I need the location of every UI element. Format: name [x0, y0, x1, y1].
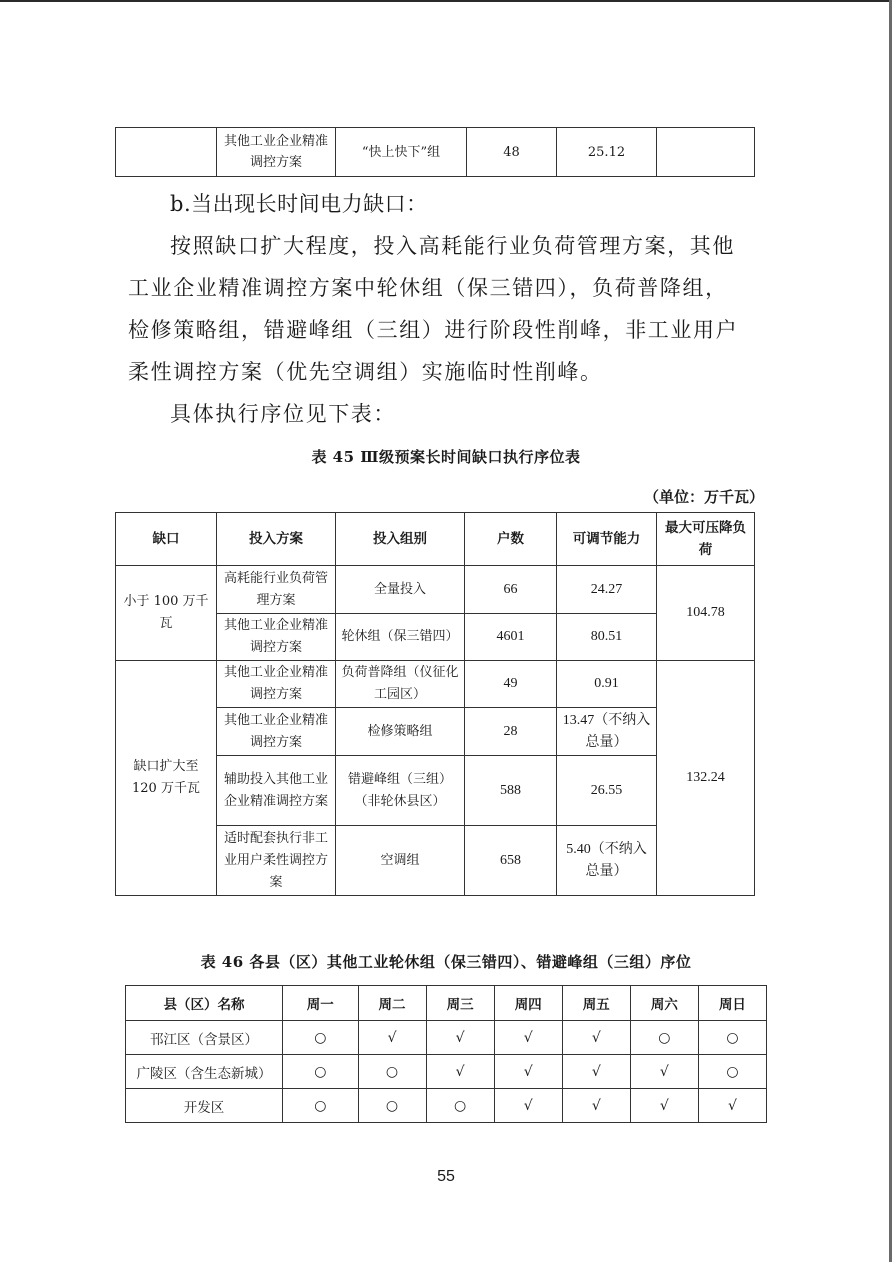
column-header: 最大可压降负荷	[657, 513, 755, 566]
unit-label: （单位：万千瓦）	[643, 488, 764, 506]
households-cell: 66	[465, 566, 557, 614]
column-header: 周一	[283, 986, 358, 1021]
gap-cell: 小于 100 万千瓦	[116, 566, 217, 661]
table45	[115, 512, 755, 896]
schedule-mark: ○	[698, 1021, 766, 1055]
schedule-mark: ○	[698, 1055, 766, 1089]
schedule-mark: √	[494, 1089, 562, 1123]
capacity-cell: 13.47（不纳入总量）	[557, 708, 657, 756]
column-header: 投入方案	[217, 513, 336, 566]
column-header: 县（区）名称	[126, 986, 283, 1021]
max-load-cell: 104.78	[657, 566, 755, 661]
schedule-mark: ○	[426, 1089, 494, 1123]
paragraph-line: 柔性调控方案（优先空调组）实施临时性削峰。	[128, 360, 603, 384]
group-cell: 轮休组（保三错四）	[336, 614, 465, 661]
table-cell	[657, 128, 755, 177]
column-header: 缺口	[116, 513, 217, 566]
table-row	[126, 1055, 767, 1089]
plan-cell: 高耗能行业负荷管理方案	[217, 566, 336, 614]
schedule-mark: ○	[630, 1021, 698, 1055]
table-row	[116, 661, 755, 708]
capacity-cell: 0.91	[557, 661, 657, 708]
schedule-mark: √	[494, 1021, 562, 1055]
column-header: 周五	[562, 986, 630, 1021]
column-header: 周六	[630, 986, 698, 1021]
column-header: 周三	[426, 986, 494, 1021]
column-header: 周日	[698, 986, 766, 1021]
group-cell: 检修策略组	[336, 708, 465, 756]
schedule-mark: √	[630, 1055, 698, 1089]
column-header: 周二	[358, 986, 426, 1021]
schedule-mark: √	[494, 1055, 562, 1089]
district-name-cell: 开发区	[126, 1089, 283, 1123]
capacity-cell: 26.55	[557, 756, 657, 826]
table-cell: 25.12	[557, 128, 657, 177]
households-cell: 4601	[465, 614, 557, 661]
schedule-mark: √	[698, 1089, 766, 1123]
paragraph-line: 按照缺口扩大程度，投入高耗能行业负荷管理方案，其他	[170, 234, 735, 258]
column-header: 投入组别	[336, 513, 465, 566]
paragraph-line: 检修策略组，错避峰组（三组）进行阶段性削峰，非工业用户	[128, 318, 739, 342]
intro-line: 具体执行序位见下表：	[170, 402, 396, 426]
continuation-table	[115, 127, 755, 177]
capacity-cell: 80.51	[557, 614, 657, 661]
capacity-cell: 24.27	[557, 566, 657, 614]
schedule-mark: √	[562, 1055, 630, 1089]
district-name-cell: 邗江区（含景区）	[126, 1021, 283, 1055]
top-border-line	[0, 0, 892, 2]
table-row	[116, 566, 755, 614]
table46	[125, 985, 767, 1123]
plan-cell: 其他工业企业精准调控方案	[217, 708, 336, 756]
plan-cell: 辅助投入其他工业企业精准调控方案	[217, 756, 336, 826]
district-name-cell: 广陵区（含生态新城）	[126, 1055, 283, 1089]
schedule-mark: ○	[283, 1055, 358, 1089]
schedule-mark: ○	[283, 1089, 358, 1123]
table-row	[116, 128, 755, 177]
group-cell: 全量投入	[336, 566, 465, 614]
plan-cell: 其他工业企业精准调控方案	[217, 614, 336, 661]
table-row	[126, 1089, 767, 1123]
schedule-mark: √	[426, 1021, 494, 1055]
group-cell: 空调组	[336, 826, 465, 896]
households-cell: 658	[465, 826, 557, 896]
households-cell: 28	[465, 708, 557, 756]
schedule-mark: √	[630, 1089, 698, 1123]
schedule-mark: ○	[283, 1021, 358, 1055]
schedule-mark: √	[426, 1055, 494, 1089]
table-cell: 48	[467, 128, 557, 177]
paragraph-line: 工业企业精准调控方案中轮休组（保三错四），负荷普降组，	[128, 276, 728, 300]
plan-cell: 其他工业企业精准调控方案	[217, 661, 336, 708]
gap-cell: 缺口扩大至 120 万千瓦	[116, 661, 217, 896]
table46-caption: 表 46 各县（区）其他工业轮休组（保三错四）、错避峰组（三组）序位	[200, 953, 692, 971]
table-header-row	[126, 986, 767, 1021]
schedule-mark: ○	[358, 1089, 426, 1123]
column-header: 户数	[465, 513, 557, 566]
households-cell: 588	[465, 756, 557, 826]
schedule-mark: ○	[358, 1055, 426, 1089]
table-cell: 其他工业企业精准调控方案	[217, 128, 336, 177]
column-header: 周四	[494, 986, 562, 1021]
group-cell: 负荷普降组（仪征化工园区）	[336, 661, 465, 708]
table-row	[126, 1021, 767, 1055]
page-number: 55	[437, 1168, 455, 1185]
group-cell: 错避峰组（三组）（非轮休县区）	[336, 756, 465, 826]
section-heading: b.当出现长时间电力缺口：	[170, 192, 428, 216]
column-header: 可调节能力	[557, 513, 657, 566]
capacity-cell: 5.40（不纳入总量）	[557, 826, 657, 896]
table-cell	[116, 128, 217, 177]
table-cell: “快上快下”组	[336, 128, 467, 177]
table45-caption: 表 45 Ⅲ级预案长时间缺口执行序位表	[311, 448, 581, 466]
plan-cell: 适时配套执行非工业用户柔性调控方案	[217, 826, 336, 896]
schedule-mark: √	[562, 1021, 630, 1055]
max-load-cell: 132.24	[657, 661, 755, 896]
schedule-mark: √	[562, 1089, 630, 1123]
households-cell: 49	[465, 661, 557, 708]
table-header-row	[116, 513, 755, 566]
schedule-mark: √	[358, 1021, 426, 1055]
